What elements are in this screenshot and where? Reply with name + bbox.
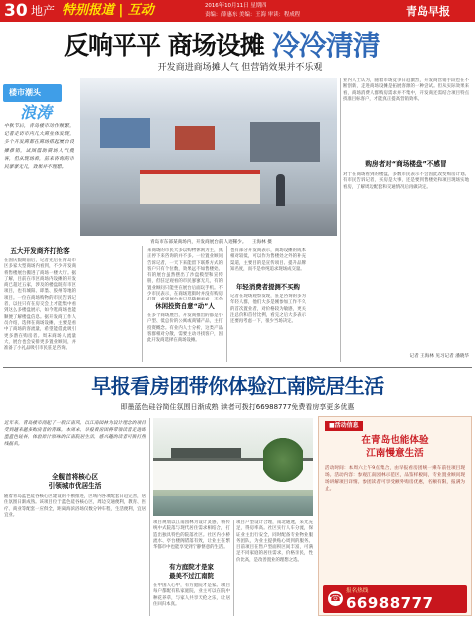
badge-main-text: 浪涛 (20, 103, 53, 122)
story1-subtitle: 开发商进商场摊人气 但营销效果并不乐观 (157, 63, 323, 73)
ad-phone-number: 66988777 (346, 594, 434, 612)
brand-name: 青岛早报 (406, 5, 450, 18)
rule-col-1 (142, 246, 143, 362)
col1-body: 在国庆假期前后，记者先后在青岛市区多家大型商场内看到，不少开发商将售楼展台搬进了商场一楼大厅。据了解，目前在市区商场内设摊的开发商已超过五家，涉及的楼盘既有市区项目，也有城阳、即墨、胶州等地的项目。一位在商场购物的市民告诉记者，以往只有在房交会上才能集中看到这么多楼盘展示，如今逛商场也能顺便了解楼盘信息。据开发商工作人员介绍，选择在商场设摊，主要是看中了商场的客流量，希望能借此吸引更多潜在购房者。周末商场人流量大，展台也会安排更多置业顾问，并准备了小礼品吸引市民驻足咨询。 (4, 258, 76, 352)
col3-body: 也有部分开发商表示，商场设摊的成本相对较低，可以作为售楼处之外的补充渠道，主要目的是宣传项目、提升品牌知名度，而不是单纯追求现场成交量。 (230, 248, 306, 272)
col1-heading: 五大开发商齐打抢客 (10, 247, 70, 255)
col6-subhead: 有方庭院才是家 最美不过江南院 (169, 563, 214, 580)
photo-booth (140, 170, 260, 204)
col7-body: 项目户型设计合理，南北通透，采光充足，得房率高。社区实行人车分流，保证业主出行安全，同时配备专业物业服务团队，为业主提供贴心周到的服务。目前项目在售户型面积区间丰富，可满足不同家庭的居住需求，价格亲民，性价比高，是改善置业的理想之选。 (236, 520, 313, 563)
photo-banner-left (100, 118, 150, 148)
photo-ceiling (80, 78, 337, 120)
photo-roof (171, 448, 241, 458)
col5-subhead: 全舰首将核心区 引领城市优居生活 (48, 473, 102, 490)
photo-person (276, 174, 285, 206)
courtyard-photo (153, 418, 313, 516)
story1-intro: 中秋节后，青岛楼市动作频繁，记者走访市内几大商业体发现，多个开发商都在商场搭起展台设摊推销，试图借助商场人气揽客，但从现场看，前来咨询的市民寥寥无几，效果并不理想。 (4, 124, 74, 171)
rule-bottom-col-1 (149, 418, 150, 616)
ad-headline-2: 江南慢意生活 (366, 448, 424, 459)
col2-subhead: 休闲投资自意“动”人 (155, 302, 215, 310)
mall-photo (80, 78, 337, 236)
section-name: 地产 (31, 4, 56, 18)
col2-body2: 在多个商场展台，开发商推出的都是小户型、低总价的公寓或商铺产品，主打投资概念。有业内人士分析，这类产品客群相对分散，需要主动寻找客户，因此开发商选择在商场设摊。 (147, 313, 223, 344)
page-number: 30 (4, 1, 28, 21)
story1-title (64, 26, 404, 62)
story1-title-blue: 冷冷清清 (271, 29, 380, 62)
channel-name: 特别报道 | 互动 (62, 3, 154, 18)
story2-headline: 早报看房团带你体验江南院居生活 (91, 374, 384, 398)
photo-caption-text: 青岛市东部某商场内，开发商展台前人迹稀少。 (150, 240, 247, 245)
photo-shopfront (250, 122, 320, 162)
story2-subtitle: 即墨蓝色硅谷简住氛围日渐成熟 读者可拨打66988777免费看房享更多优惠 (120, 403, 355, 411)
col2-body: 来商场的市民大多以购物休闲为主，真正停下来咨询的并不多。一位置业顾问告诉记者，一天下来能留下联系方式的客户只有个位数，效果远不如售楼处。有的展台虽然摆出了沙盘模型和宣传册，但驻足观看的市民寥寥无几，有的置业顾问只能坐在展台后面玩手机。不少市民表示，在商场逛街时并没有购房 (147, 248, 223, 298)
staff-line: 责编：薛惠东 美编：王海 审读：程成程 (205, 12, 301, 18)
col4-body2: 对于在商场看到的楼盘，多数市民表示不会因此改变购房计划。有市民告诉记者，买房是大事，还是要到售楼处和项目现场实地看房，了解周边配套和交通情况后再做决定。 (343, 172, 469, 190)
ad-phone-label: 报名热线 (346, 588, 369, 594)
rule-col-2 (226, 246, 227, 362)
badge-top-text: 楼市潮头 (9, 88, 41, 97)
story2-intro: 近年来，青岛楼市刮起了一股江南风，以江南园林为设计理念的项目受到越来越多购房者的青睐。本周末，早报看房团将带领读者走进即墨蓝色硅谷，体验原汁原味的江南院居生活，感兴趣的读者可拨打热线报名。 (4, 421, 146, 447)
rule-bottom-col-2 (233, 520, 234, 616)
col6-body: 项目规划以江南园林为设计灵感，将传统中式院落与现代居住需求相结合，打造出独具特色的院落社区。社区内小桥流水、亭台楼阁错落有致，让业主在繁华都市中也能享受到宁静惬意的生活。 (153, 520, 230, 551)
ad-phone-bar (323, 585, 467, 613)
brand-logo (406, 3, 470, 19)
col4-subhead: 购房者对“商场楼盘”不感冒 (365, 160, 447, 168)
section-badge (3, 84, 62, 102)
ad-headline-1: 在青岛也能体验 (361, 435, 429, 446)
photo-credit: 王海林 摄 (251, 240, 272, 245)
rule-col-3 (340, 78, 341, 362)
event-ad-box (318, 416, 472, 616)
masthead (0, 0, 475, 22)
ad-body: 活动时间：本周六上午9点集合，由早报看房团统一乘车前往项目现场。活动内容：参观江南园林示范区，品鉴样板间，专业置业顾问现场讲解项目详情。参团读者可享受额外购房优惠，名额有限，报满为止。 (325, 466, 465, 492)
date-line: 2016年10月11日 星期四 (205, 3, 267, 9)
phone-icon: ☎ (329, 593, 342, 604)
rule-story-divider (3, 367, 472, 368)
col5-body: 随着青岛蓝色硅谷核心区建设的不断推进，区域内各项配套日趋完善，居住氛围日渐成熟。该项目位于蓝色硅谷核心区，周边交通便利，教育、医疗、商业等配套一应俱全，距离海滨浴场仅数分钟车程，生活便利，宜居宜业。 (4, 494, 146, 518)
ad-tag: ■活动信息 (325, 421, 363, 431)
photo-banner-mid (175, 126, 215, 150)
photo-tree (263, 436, 303, 484)
col4-body: 业内人士认为，随着市场竞争日趋激烈，开发商营销手段也在不断创新，走进商场设摊是拓展客源的一种尝试。但从实际效果来看，商场消费人群购房需求并不集中，开发商还需结合项目特点找准目标客户，才能真正提高营销效率。 (343, 78, 469, 102)
col3-subhead: 年轻消费者提测不买购 (236, 283, 300, 291)
col3-body2: 记者在现场观察发现，驻足咨询的多为年轻人群，他们大多是刚参加工作不久的首次置业者，对价格较为敏感，更关注总价和首付比例，看完之后大多表示还要再考虑一下，很少当场决定。 (230, 294, 306, 325)
story1-title-black: 反响平平 商场设摊 (64, 31, 264, 60)
photo-floor (80, 204, 337, 236)
col6-body2: 在中国人心中，有方庭院才是家。项目每户都配有私家庭院，业主可以在院中种花养草，与家人共享天伦之乐，让居住回归本真。 (153, 583, 230, 607)
photo-pond (153, 496, 313, 516)
photo-caption (150, 239, 340, 246)
col4-credit: 记者 王海林 见习记者 潘晓华 (409, 354, 469, 359)
